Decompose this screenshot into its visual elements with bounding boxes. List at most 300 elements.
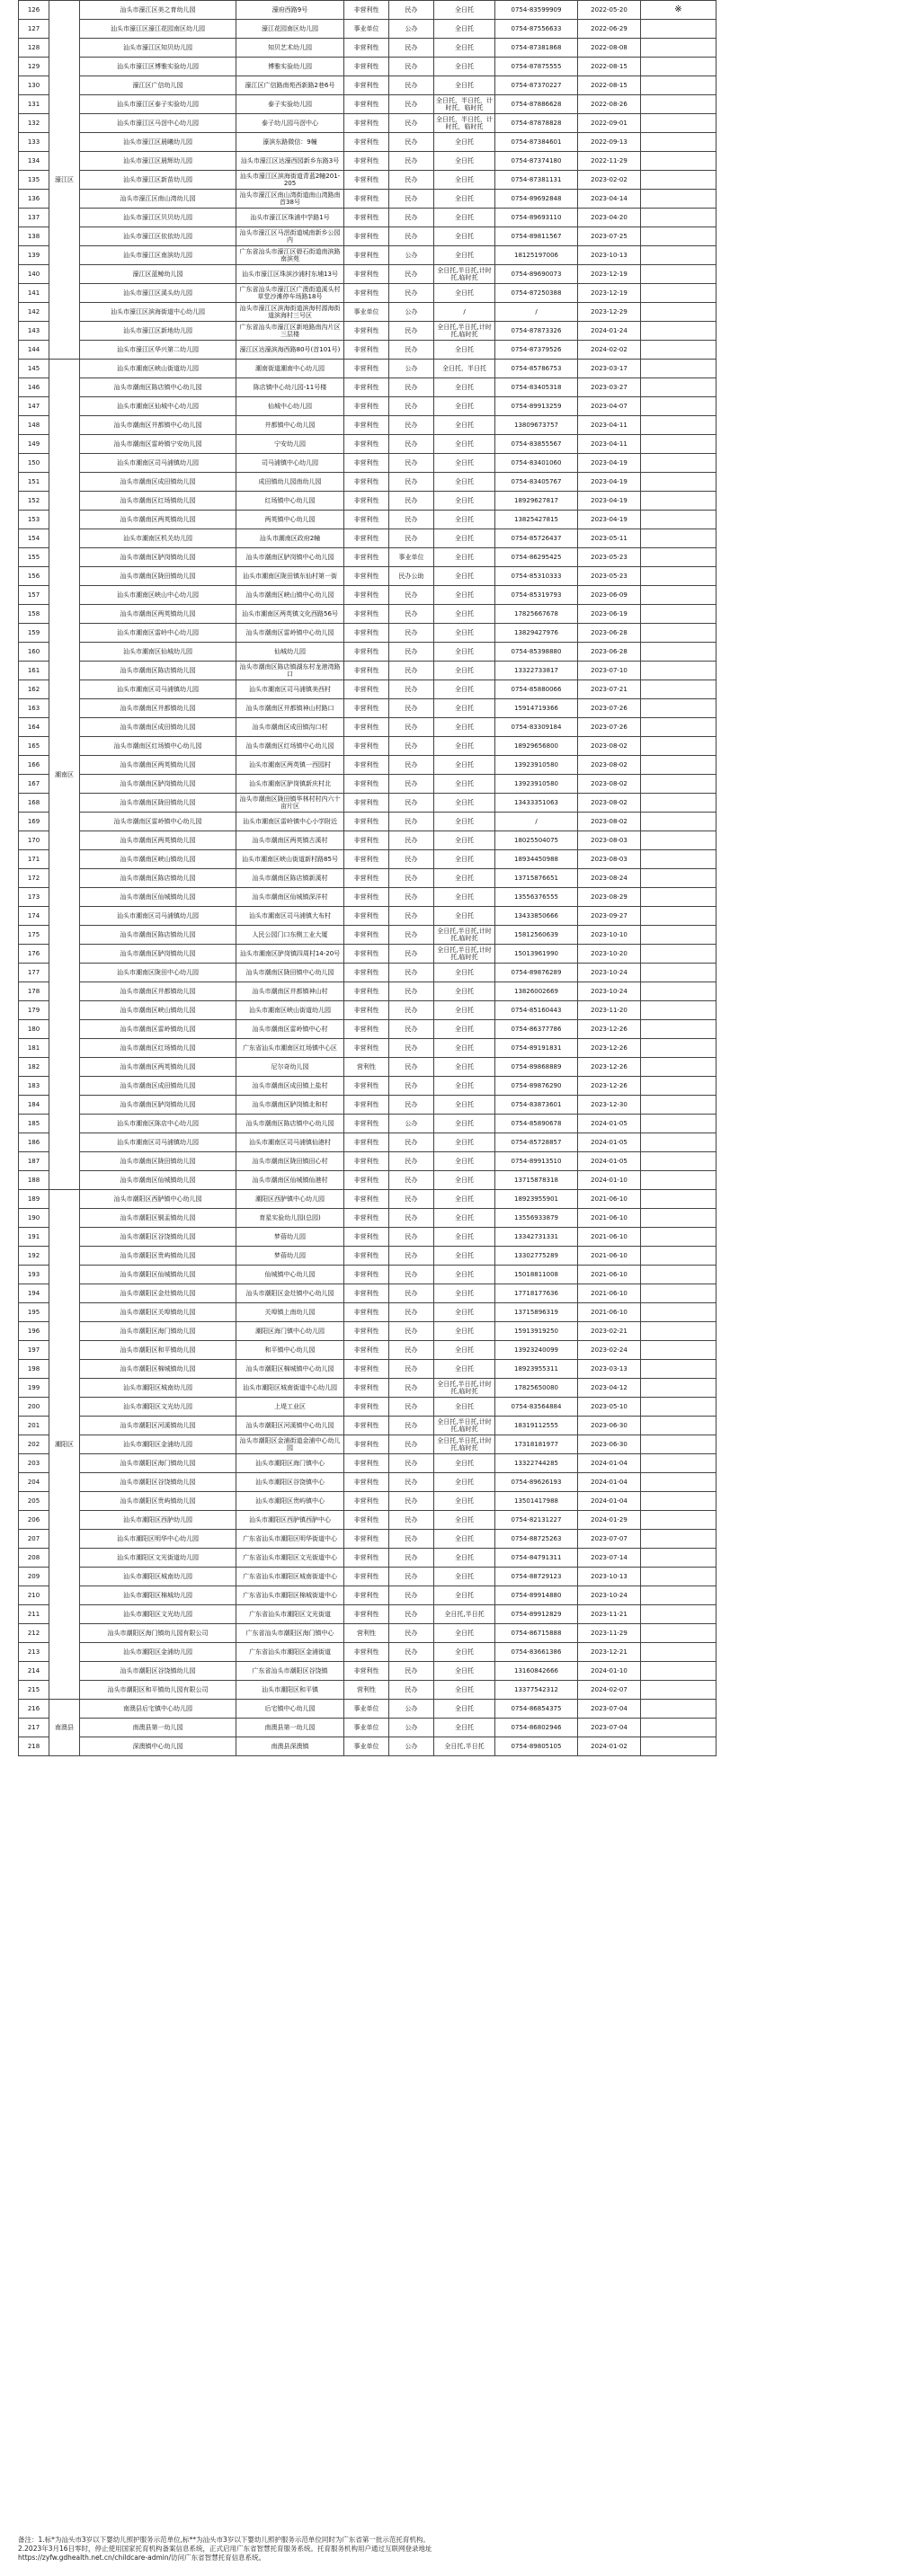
date-cell: 2023-04-07 — [578, 397, 641, 416]
nature-cell: 非营利性 — [344, 624, 389, 643]
date-cell: 2021-06-10 — [578, 1303, 641, 1322]
note-cell — [641, 1266, 717, 1284]
phone-cell: 0754-87374180 — [495, 152, 578, 171]
type-cell: 公办 — [389, 1719, 434, 1737]
service-cell: 全日托 — [434, 982, 495, 1001]
note-cell — [641, 1096, 717, 1115]
service-cell: 全日托 — [434, 775, 495, 794]
type-cell: 民办 — [389, 1341, 434, 1360]
note-cell — [641, 737, 717, 756]
date-cell: 2021-06-10 — [578, 1228, 641, 1247]
nature-cell: 非营利性 — [344, 1605, 389, 1624]
date-cell: 2023-08-02 — [578, 775, 641, 794]
name-cell: 汕头市潮南区两英镇幼儿园 — [80, 511, 236, 529]
name-cell: 汕头市潮南区两英镇幼儿园 — [80, 756, 236, 775]
table-row — [19, 1001, 859, 1020]
nature-cell: 非营利性 — [344, 246, 389, 265]
table-row — [19, 1473, 859, 1492]
table-row — [19, 1303, 859, 1322]
row-number-cell: 188 — [19, 1171, 49, 1190]
name-cell: 汕头市潮阳区金浦幼儿园 — [80, 1643, 236, 1662]
table-row — [19, 680, 859, 699]
address-cell: 仙城幼儿园 — [236, 643, 344, 662]
row-number-cell: 150 — [19, 454, 49, 473]
nature-cell: 营利性 — [344, 1624, 389, 1643]
row-number-cell: 175 — [19, 926, 49, 945]
note-cell — [641, 775, 717, 794]
service-cell: 全日托 — [434, 850, 495, 869]
table-row — [19, 1058, 859, 1077]
row-number-cell: 148 — [19, 416, 49, 435]
date-cell: 2023-10-20 — [578, 945, 641, 964]
row-number-cell: 134 — [19, 152, 49, 171]
nature-cell: 非营利性 — [344, 1152, 389, 1171]
nature-cell: 非营利性 — [344, 171, 389, 190]
name-cell: 汕头市潮南区陈店镇中心幼儿园 — [80, 378, 236, 397]
table-row — [19, 1133, 859, 1152]
address-cell: 濠江区广信路南苑西新路2巷6号 — [236, 76, 344, 95]
phone-cell: 0754-85726437 — [495, 529, 578, 548]
name-cell: 南澳县第一幼儿园 — [80, 1719, 236, 1737]
service-cell: 全日托,半日托,计时托,临时托 — [434, 265, 495, 284]
address-cell: 汕头市潮南区陈店镇中心幼儿园 — [236, 1115, 344, 1133]
name-cell: 汕头市潮南区峡山中心幼儿园 — [80, 586, 236, 605]
nature-cell: 非营利性 — [344, 1001, 389, 1020]
note-cell — [641, 473, 717, 492]
row-number-cell: 213 — [19, 1643, 49, 1662]
type-cell: 民办 — [389, 492, 434, 511]
phone-cell: 0754-89191831 — [495, 1039, 578, 1058]
note-cell — [641, 1568, 717, 1586]
table-row — [19, 1586, 859, 1605]
nature-cell: 非营利性 — [344, 511, 389, 529]
row-number-cell: 212 — [19, 1624, 49, 1643]
row-number-cell: 177 — [19, 964, 49, 982]
type-cell: 民办 — [389, 1228, 434, 1247]
type-cell: 民办 — [389, 39, 434, 58]
phone-cell: 0754-85310333 — [495, 567, 578, 586]
note-cell — [641, 1284, 717, 1303]
nature-cell: 非营利性 — [344, 397, 389, 416]
table-row — [19, 964, 859, 982]
row-number-cell: 133 — [19, 133, 49, 152]
table-row — [19, 1511, 859, 1530]
table-row — [19, 152, 859, 171]
table-row — [19, 1379, 859, 1398]
type-cell: 民办 — [389, 1473, 434, 1492]
type-cell: 民办 — [389, 945, 434, 964]
phone-cell: 15913919250 — [495, 1322, 578, 1341]
phone-cell: 0754-87381868 — [495, 39, 578, 58]
date-cell: 2024-01-24 — [578, 322, 641, 341]
name-cell: 汕头市潮南区峡山镇幼儿园 — [80, 850, 236, 869]
type-cell: 民办 — [389, 1322, 434, 1341]
type-cell: 民办 — [389, 907, 434, 926]
row-number-cell: 170 — [19, 831, 49, 850]
row-number-cell: 193 — [19, 1266, 49, 1284]
name-cell: 汕头市潮阳区仙城镇幼儿园 — [80, 1266, 236, 1284]
name-cell: 汕头市潮阳区棉城镇幼儿园 — [80, 1360, 236, 1379]
date-cell: 2023-02-21 — [578, 1322, 641, 1341]
note-cell — [641, 1681, 717, 1700]
note-cell — [641, 1209, 717, 1228]
date-cell: 2023-12-21 — [578, 1643, 641, 1662]
nature-cell: 非营利性 — [344, 1473, 389, 1492]
note-cell — [641, 1473, 717, 1492]
phone-cell: 13923910580 — [495, 756, 578, 775]
row-number-cell: 199 — [19, 1379, 49, 1398]
type-cell: 民办 — [389, 1133, 434, 1152]
footnote-line-3: https://zyfw.gdhealth.net.cn/childcare-admin/访问广东省智慧托育信息系统。 — [18, 2554, 266, 2562]
service-cell: 全日托 — [434, 624, 495, 643]
phone-cell: 0754-83401060 — [495, 454, 578, 473]
address-cell: 汕头市潮南区司马浦镇美西村 — [236, 680, 344, 699]
nature-cell: 非营利性 — [344, 227, 389, 246]
name-cell: 汕头市潮南区成田镇幼儿园 — [80, 473, 236, 492]
service-cell: 全日托 — [434, 1152, 495, 1171]
name-cell: 汕头市潮南区红场镇中心幼儿园 — [80, 737, 236, 756]
phone-cell: 0754-85398880 — [495, 643, 578, 662]
address-cell: 汕头市潮南区两英镇文化西路56号 — [236, 605, 344, 624]
table-row — [19, 454, 859, 473]
nature-cell: 非营利性 — [344, 567, 389, 586]
nature-cell: 非营利性 — [344, 662, 389, 680]
type-cell: 民办 — [389, 1266, 434, 1284]
table-row — [19, 1549, 859, 1568]
table-row — [19, 794, 859, 813]
phone-cell: / — [495, 813, 578, 831]
phone-cell: 0754-85880066 — [495, 680, 578, 699]
address-cell: 广东省汕头市潮阳区明华街道中心 — [236, 1530, 344, 1549]
name-cell: 汕头市濠江区泰子实验幼儿园 — [80, 95, 236, 114]
nature-cell: 非营利性 — [344, 133, 389, 152]
note-cell — [641, 1435, 717, 1454]
date-cell: 2023-12-19 — [578, 265, 641, 284]
row-number-cell: 147 — [19, 397, 49, 416]
type-cell: 民办 — [389, 1398, 434, 1417]
table-row — [19, 76, 859, 95]
note-cell — [641, 548, 717, 567]
row-number-cell: 174 — [19, 907, 49, 926]
name-cell: 汕头市潮南区陇田镇幼儿园 — [80, 567, 236, 586]
name-cell: 深澳镇中心幼儿园 — [80, 1737, 236, 1756]
date-cell: 2023-07-04 — [578, 1700, 641, 1719]
nature-cell: 非营利性 — [344, 1, 389, 20]
address-cell: 汕头市潮阳区海门镇中心 — [236, 1454, 344, 1473]
phone-cell: 0754-87886628 — [495, 95, 578, 114]
table-row — [19, 1077, 859, 1096]
service-cell: 全日托 — [434, 756, 495, 775]
table-row — [19, 511, 859, 529]
phone-cell: 18929656800 — [495, 737, 578, 756]
service-cell: 全日托 — [434, 1643, 495, 1662]
phone-cell: 0754-87379526 — [495, 341, 578, 360]
type-cell: 公办 — [389, 1737, 434, 1756]
nature-cell: 非营利性 — [344, 529, 389, 548]
address-cell: 广东省汕头市濠江区新地路南沟片区三层楼 — [236, 322, 344, 341]
address-cell: 汕头市潮南区胪岗镇中心幼儿园 — [236, 548, 344, 567]
table-row — [19, 1700, 859, 1719]
nature-cell: 非营利性 — [344, 76, 389, 95]
row-number-cell: 129 — [19, 58, 49, 76]
date-cell: 2023-07-25 — [578, 227, 641, 246]
service-cell: 全日托 — [434, 1662, 495, 1681]
type-cell: 民办 — [389, 1417, 434, 1435]
date-cell: 2021-06-10 — [578, 1266, 641, 1284]
nature-cell: 非营利性 — [344, 1643, 389, 1662]
type-cell: 民办 — [389, 831, 434, 850]
service-cell: 全日托 — [434, 907, 495, 926]
type-cell: 民办 — [389, 1511, 434, 1530]
address-cell: 成田镇幼儿园南幼儿园 — [236, 473, 344, 492]
date-cell: 2022-08-08 — [578, 39, 641, 58]
name-cell: 汕头市潮南区两英镇幼儿园 — [80, 831, 236, 850]
name-cell: 汕头市潮阳区文光街道幼儿园 — [80, 1549, 236, 1568]
date-cell: 2023-07-10 — [578, 662, 641, 680]
row-number-cell: 153 — [19, 511, 49, 529]
table-row — [19, 548, 859, 567]
date-cell: 2021-06-10 — [578, 1247, 641, 1266]
address-cell: 汕头市潮南区陇田镇华林村村内六十亩片区 — [236, 794, 344, 813]
nature-cell: 非营利性 — [344, 548, 389, 567]
phone-cell: 0754-87878828 — [495, 114, 578, 133]
date-cell: 2023-07-26 — [578, 699, 641, 718]
date-cell: 2023-08-03 — [578, 831, 641, 850]
table-row — [19, 1662, 859, 1681]
phone-cell: 0754-89876289 — [495, 964, 578, 982]
phone-cell: 0754-83661386 — [495, 1643, 578, 1662]
type-cell: 民办 — [389, 982, 434, 1001]
type-cell: 民办 — [389, 227, 434, 246]
type-cell: 民办 — [389, 850, 434, 869]
row-number-cell: 189 — [19, 1190, 49, 1209]
note-cell — [641, 1417, 717, 1435]
date-cell: 2024-01-04 — [578, 1473, 641, 1492]
type-cell: 民办 — [389, 209, 434, 227]
date-cell: 2024-01-10 — [578, 1662, 641, 1681]
table-row — [19, 95, 859, 114]
type-cell: 民办 — [389, 737, 434, 756]
address-cell: 汕头市潮南区井都镇神山村 — [236, 982, 344, 1001]
phone-cell: 0754-87875555 — [495, 58, 578, 76]
date-cell: 2024-01-05 — [578, 1115, 641, 1133]
address-cell: 上堤工业区 — [236, 1398, 344, 1417]
address-cell: 汕头市潮南区仙城镇深洋村 — [236, 888, 344, 907]
row-number-cell: 209 — [19, 1568, 49, 1586]
type-cell: 民办 — [389, 322, 434, 341]
table-row — [19, 831, 859, 850]
table-row — [19, 227, 859, 246]
table-row — [19, 303, 859, 322]
type-cell: 民办 — [389, 1605, 434, 1624]
service-cell: 全日托 — [434, 869, 495, 888]
service-cell: 全日托 — [434, 1228, 495, 1247]
date-cell: 2023-12-26 — [578, 1039, 641, 1058]
note-cell — [641, 643, 717, 662]
row-number-cell: 165 — [19, 737, 49, 756]
phone-cell: 13377542312 — [495, 1681, 578, 1700]
name-cell: 汕头市潮南区司马浦镇幼儿园 — [80, 454, 236, 473]
table-row — [19, 813, 859, 831]
address-cell: 汕头市潮南区陇田镇田心村 — [236, 1152, 344, 1171]
row-number-cell: 178 — [19, 982, 49, 1001]
address-cell: 南澳县深澳镇 — [236, 1737, 344, 1756]
row-number-cell: 214 — [19, 1662, 49, 1681]
phone-cell: 0754-89811567 — [495, 227, 578, 246]
address-cell: 知贝艺术幼儿园 — [236, 39, 344, 58]
date-cell: 2023-11-20 — [578, 1001, 641, 1020]
service-cell: 全日托 — [434, 152, 495, 171]
phone-cell: 0754-89692848 — [495, 190, 578, 209]
name-cell: 汕头市潮阳区铜盂镇幼儿园 — [80, 1209, 236, 1228]
phone-cell: 0754-85786753 — [495, 360, 578, 378]
date-cell: 2023-10-13 — [578, 1568, 641, 1586]
service-cell: 全日托 — [434, 1700, 495, 1719]
address-cell: 濠江花园南区幼儿园 — [236, 20, 344, 39]
nature-cell: 非营利性 — [344, 850, 389, 869]
phone-cell: 18923955901 — [495, 1190, 578, 1209]
table-row — [19, 1624, 859, 1643]
date-cell: 2023-06-19 — [578, 605, 641, 624]
name-cell: 汕头市潮阳区河溪镇幼儿园 — [80, 1417, 236, 1435]
name-cell: 汕头市濠江区南山湾幼儿园 — [80, 190, 236, 209]
nature-cell: 非营利性 — [344, 605, 389, 624]
name-cell: 汕头市潮阳区海门镇幼儿园 — [80, 1322, 236, 1341]
name-cell: 汕头市濠江区博雅实验幼儿园 — [80, 58, 236, 76]
note-cell — [641, 699, 717, 718]
service-cell: 全日托,半日托,计时托,临时托 — [434, 322, 495, 341]
phone-cell: / — [495, 303, 578, 322]
address-cell: 关埠镇上南幼儿园 — [236, 1303, 344, 1322]
footnote-line-1: 备注：1.标*为汕头市3岁以下婴幼儿照护服务示范单位,标**为汕头市3岁以下婴幼儿照护服务示范单位同时为广东省第一批示范托育机构。 — [18, 2536, 430, 2544]
type-cell: 民办 — [389, 76, 434, 95]
table-row — [19, 58, 859, 76]
table-row — [19, 1284, 859, 1303]
table-row — [19, 1115, 859, 1133]
note-cell — [641, 1133, 717, 1152]
phone-cell: 13433351063 — [495, 794, 578, 813]
service-cell: 全日托 — [434, 1681, 495, 1700]
name-cell: 汕头市潮南区司马浦镇幼儿园 — [80, 1133, 236, 1152]
nature-cell: 非营利性 — [344, 1096, 389, 1115]
service-cell: 全日托 — [434, 1266, 495, 1284]
type-cell: 民办 — [389, 1284, 434, 1303]
phone-cell: 13556376555 — [495, 888, 578, 907]
address-cell: 广东省汕头市潮阳区城南街道中心 — [236, 1568, 344, 1586]
name-cell: 汕头市潮阳区文光幼儿园 — [80, 1605, 236, 1624]
row-number-cell: 206 — [19, 1511, 49, 1530]
address-cell: 汕头市潮南区陇田镇中心幼儿园 — [236, 964, 344, 982]
nature-cell: 非营利性 — [344, 1228, 389, 1247]
table-row — [19, 435, 859, 454]
row-number-cell: 130 — [19, 76, 49, 95]
type-cell: 公办 — [389, 246, 434, 265]
row-number-cell: 185 — [19, 1115, 49, 1133]
table-row — [19, 1435, 859, 1454]
type-cell: 民办 — [389, 133, 434, 152]
service-cell: 全日托 — [434, 133, 495, 152]
phone-cell: 0754-87381131 — [495, 171, 578, 190]
date-cell: 2023-08-03 — [578, 850, 641, 869]
type-cell: 民办 — [389, 435, 434, 454]
type-cell: 民办 — [389, 171, 434, 190]
note-cell — [641, 529, 717, 548]
date-cell: 2024-01-04 — [578, 1492, 641, 1511]
service-cell: 全日托 — [434, 1247, 495, 1266]
type-cell: 民办 — [389, 152, 434, 171]
type-cell: 民办 — [389, 718, 434, 737]
name-cell: 汕头市潮阳区金灶镇幼儿园 — [80, 1284, 236, 1303]
table-row — [19, 1322, 859, 1341]
date-cell: 2022-06-29 — [578, 20, 641, 39]
type-cell: 民办 — [389, 926, 434, 945]
name-cell: 汕头市濠江区马滘中心幼儿园 — [80, 114, 236, 133]
phone-cell: 0754-89693110 — [495, 209, 578, 227]
date-cell: 2023-12-29 — [578, 303, 641, 322]
table-row — [19, 360, 859, 378]
name-cell: 汕头市潮南区仙城镇幼儿园 — [80, 888, 236, 907]
row-number-cell: 210 — [19, 1586, 49, 1605]
note-cell — [641, 813, 717, 831]
table-row — [19, 1417, 859, 1435]
table-row — [19, 133, 859, 152]
address-cell: 汕头市潮阳区金灶镇中心幼儿园 — [236, 1284, 344, 1303]
note-cell — [641, 190, 717, 209]
phone-cell: 18934450988 — [495, 850, 578, 869]
row-number-cell: 146 — [19, 378, 49, 397]
nature-cell: 非营利性 — [344, 1266, 389, 1284]
address-cell: 汕头市潮南区胪岗镇四周村14-20号 — [236, 945, 344, 964]
row-number-cell: 176 — [19, 945, 49, 964]
service-cell: 全日托 — [434, 378, 495, 397]
table-row — [19, 1, 859, 20]
row-number-cell: 211 — [19, 1605, 49, 1624]
row-number-cell: 186 — [19, 1133, 49, 1152]
address-cell: 泰子幼儿园马滘中心 — [236, 114, 344, 133]
type-cell: 民办 — [389, 378, 434, 397]
address-cell: 人民公园门口东侧工业大厦 — [236, 926, 344, 945]
note-cell — [641, 303, 717, 322]
name-cell: 汕头市潮南区陈店镇幼儿园 — [80, 662, 236, 680]
table-row — [19, 586, 859, 605]
date-cell: 2023-03-27 — [578, 378, 641, 397]
row-number-cell: 155 — [19, 548, 49, 567]
type-cell: 民办 — [389, 1530, 434, 1549]
address-cell: 陈店镇中心幼儿园-11号楼 — [236, 378, 344, 397]
row-number-cell: 160 — [19, 643, 49, 662]
service-cell: 全日托 — [434, 643, 495, 662]
name-cell: 汕头市潮南区井都镇幼儿园 — [80, 982, 236, 1001]
name-cell: 汕头市潮南区胪岗镇幼儿园 — [80, 548, 236, 567]
row-number-cell: 157 — [19, 586, 49, 605]
note-cell — [641, 322, 717, 341]
name-cell: 汕头市潮阳区谷饶镇幼儿园 — [80, 1473, 236, 1492]
type-cell: 民办 — [389, 699, 434, 718]
date-cell: 2023-08-02 — [578, 813, 641, 831]
nature-cell: 非营利性 — [344, 680, 389, 699]
name-cell: 汕头市潮南区雷岭中心幼儿园 — [80, 624, 236, 643]
name-cell: 汕头市潮阳区文光幼儿园 — [80, 1398, 236, 1417]
address-cell: 汕头市潮南区红场镇中心幼儿园 — [236, 737, 344, 756]
note-cell — [641, 152, 717, 171]
service-cell: 全日托 — [434, 1473, 495, 1492]
type-cell: 民办 — [389, 1303, 434, 1322]
phone-cell: 0754-87384601 — [495, 133, 578, 152]
address-cell: 育星实验幼儿园(总园) — [236, 1209, 344, 1228]
type-cell: 民办公助 — [389, 567, 434, 586]
phone-cell: 0754-87250388 — [495, 284, 578, 303]
table-row — [19, 982, 859, 1001]
